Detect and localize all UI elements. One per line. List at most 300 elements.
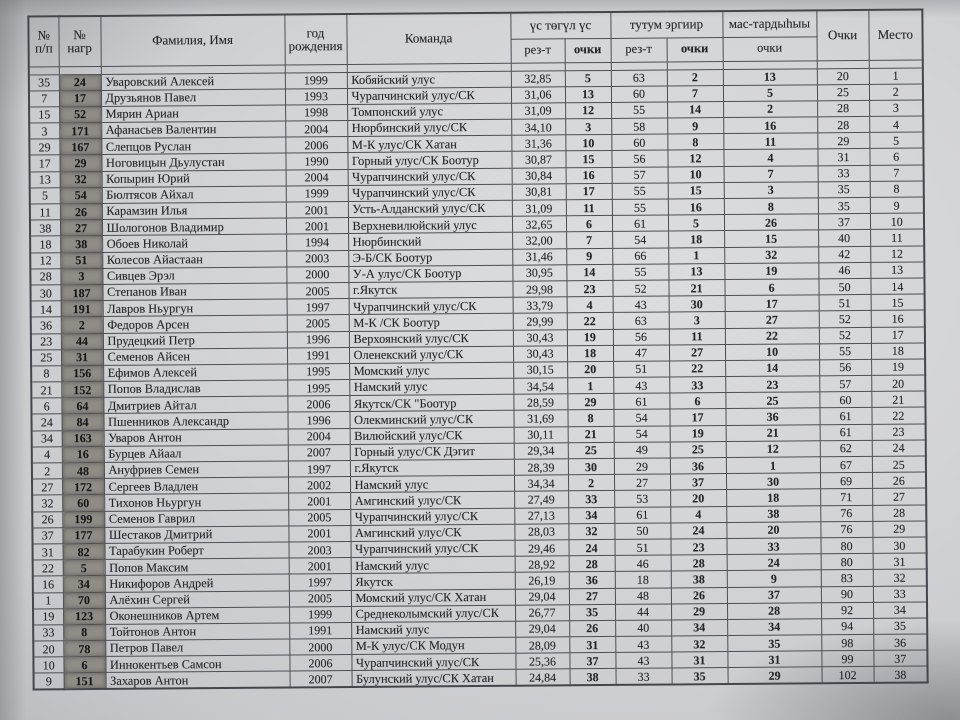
cell-rez2: 66 bbox=[612, 248, 668, 265]
cell-ochki1: 4 bbox=[567, 297, 613, 314]
cell-nagr: 31 bbox=[61, 349, 103, 366]
cell-mas-ochki: 20 bbox=[726, 522, 820, 539]
cell-rez1: 30,43 bbox=[513, 345, 567, 362]
cell-total: 99 bbox=[821, 651, 873, 668]
cell-total: 76 bbox=[820, 521, 872, 538]
cell-ochki1: 38 bbox=[570, 669, 616, 686]
cell-ochki2: 36 bbox=[670, 458, 726, 475]
cell-pp: 3 bbox=[29, 123, 59, 139]
cell-rez2: 52 bbox=[612, 280, 668, 297]
cell-team: Чурапчинский улус/СК bbox=[351, 540, 515, 557]
cell-pp: 29 bbox=[29, 139, 59, 155]
cell-ochki2: 3 bbox=[669, 312, 725, 329]
cell-name: Ефимов Алексей bbox=[103, 364, 287, 382]
cell-rez1: 34,10 bbox=[511, 119, 565, 136]
cell-year: 2006 bbox=[285, 137, 347, 154]
cell-place: 2 bbox=[869, 84, 923, 101]
cell-mas-ochki: 3 bbox=[724, 182, 818, 199]
cell-name: Обоев Николай bbox=[102, 234, 286, 252]
cell-year: 1999 bbox=[285, 72, 347, 89]
cell-rez2: 58 bbox=[611, 118, 667, 135]
cell-mas-ochki: 17 bbox=[725, 295, 819, 312]
header-birth-year: год рождения bbox=[284, 14, 346, 64]
cell-name: Петров Павел bbox=[105, 639, 289, 657]
cell-pp: 18 bbox=[30, 236, 60, 252]
cell-rez2: 51 bbox=[615, 539, 671, 556]
cell-name: Захаров Антон bbox=[106, 671, 290, 689]
cell-team: Намский улус bbox=[349, 378, 513, 395]
cell-ochki1: 36 bbox=[569, 572, 615, 589]
cell-pp: 1 bbox=[33, 592, 63, 608]
cell-year: 2007 bbox=[290, 671, 352, 688]
cell-pp: 16 bbox=[33, 576, 63, 592]
cell-ochki1: 30 bbox=[568, 458, 614, 475]
cell-pp: 13 bbox=[30, 171, 60, 187]
cell-mas-ochki: 19 bbox=[724, 263, 818, 280]
cell-rez1: 31,69 bbox=[513, 410, 567, 427]
cell-nagr: 82 bbox=[63, 543, 105, 560]
cell-name: Тарабукин Роберт bbox=[105, 542, 289, 560]
cell-place: 9 bbox=[870, 197, 924, 214]
cell-rez2: 51 bbox=[613, 361, 669, 378]
cell-pp: 22 bbox=[33, 560, 63, 576]
cell-team: Чурапчинский улус/СК bbox=[347, 87, 511, 104]
cell-place: 34 bbox=[873, 602, 927, 619]
cell-ochki2: 15 bbox=[668, 182, 724, 199]
cell-place: 14 bbox=[870, 278, 924, 295]
cell-name: Дмитриев Айтал bbox=[103, 396, 287, 414]
cell-total: 40 bbox=[818, 230, 870, 247]
cell-rez2: 60 bbox=[611, 134, 667, 151]
cell-nagr: 191 bbox=[61, 301, 103, 318]
cell-pp: 28 bbox=[30, 269, 60, 285]
cell-year: 2005 bbox=[288, 509, 350, 526]
cell-mas-ochki: 21 bbox=[726, 424, 820, 441]
cell-nagr: 6 bbox=[63, 657, 105, 674]
cell-nagr: 2 bbox=[61, 317, 103, 334]
cell-ochki1: 2 bbox=[568, 475, 614, 492]
cell-ochki2: 33 bbox=[669, 377, 725, 394]
cell-ochki2: 32 bbox=[671, 636, 727, 653]
cell-year: 2001 bbox=[286, 202, 348, 219]
cell-mas-ochki: 14 bbox=[725, 360, 819, 377]
cell-pp: 4 bbox=[32, 447, 62, 463]
cell-rez1: 31,46 bbox=[512, 248, 566, 265]
cell-total: 28 bbox=[817, 116, 869, 133]
cell-ochki1: 33 bbox=[568, 491, 614, 508]
results-tbody bbox=[29, 59, 928, 689]
cell-name: Бюлтясов Айхал bbox=[102, 186, 286, 204]
cell-rez2: 54 bbox=[612, 231, 668, 248]
cell-nagr: 24 bbox=[59, 74, 101, 91]
cell-ochki2: 25 bbox=[670, 441, 726, 458]
cell-rez1: 30,87 bbox=[511, 151, 565, 168]
cell-year: 1999 bbox=[289, 606, 351, 623]
cell-team: г.Якутск bbox=[348, 281, 512, 298]
cell-pp: 10 bbox=[33, 657, 63, 673]
cell-mas-ochki: 32 bbox=[724, 246, 818, 263]
cell-team: Намский улус bbox=[351, 621, 515, 638]
cell-ochki2: 19 bbox=[670, 425, 726, 442]
cell-team: Томпонский улус bbox=[347, 103, 511, 120]
header-points: Очки bbox=[816, 10, 868, 60]
cell-rez2: 43 bbox=[613, 296, 669, 313]
cell-team: г.Якутск bbox=[350, 459, 514, 476]
cell-mas-ochki: 12 bbox=[726, 441, 820, 458]
cell-team: Чурапчинский улус/СК bbox=[351, 653, 515, 670]
cell-nagr: 70 bbox=[63, 592, 105, 609]
cell-rez2: 49 bbox=[614, 442, 670, 459]
cell-ochki2: 20 bbox=[670, 490, 726, 507]
cell-place: 10 bbox=[870, 213, 924, 230]
cell-mas-ochki: 30 bbox=[726, 473, 820, 490]
cell-name: Бурцев Айаал bbox=[104, 445, 288, 463]
cell-mas-ochki: 24 bbox=[727, 554, 821, 571]
cell-rez1: 32,65 bbox=[512, 216, 566, 233]
cell-ochki1: 23 bbox=[566, 280, 612, 297]
cell-place: 38 bbox=[874, 666, 928, 683]
cell-name: Колесов Айастаан bbox=[102, 251, 286, 269]
cell-team: Вилюйский улус/СК bbox=[350, 427, 514, 444]
cell-ochki2: 2 bbox=[667, 69, 723, 86]
subheader-ochki-2: очки bbox=[667, 37, 723, 61]
cell-rez1: 28,03 bbox=[514, 524, 568, 541]
cell-pp: 37 bbox=[32, 528, 62, 544]
cell-nagr: 171 bbox=[59, 123, 101, 140]
cell-ochki2: 28 bbox=[671, 555, 727, 572]
cell-year: 2001 bbox=[288, 525, 350, 542]
cell-name: Тойтонов Антон bbox=[105, 623, 289, 641]
cell-pp: 38 bbox=[30, 220, 60, 236]
cell-ochki1: 24 bbox=[568, 539, 614, 556]
cell-pp: 20 bbox=[33, 641, 63, 657]
cell-total: 80 bbox=[821, 537, 873, 554]
cell-place: 18 bbox=[871, 343, 925, 360]
cell-nagr: 187 bbox=[60, 284, 102, 301]
cell-year: 1993 bbox=[285, 88, 347, 105]
cell-rez2: 56 bbox=[611, 150, 667, 167]
cell-ochki2: 5 bbox=[668, 215, 724, 232]
cell-team: У-А улус/СК Боотур bbox=[348, 265, 512, 282]
cell-year: 2007 bbox=[288, 444, 350, 461]
cell-pp: 30 bbox=[30, 285, 60, 301]
cell-total: 69 bbox=[820, 473, 872, 490]
cell-mas-ochki: 23 bbox=[725, 376, 819, 393]
header-no-nagr: № нагр bbox=[58, 16, 100, 66]
cell-ochki1: 17 bbox=[566, 183, 612, 200]
cell-total: 71 bbox=[820, 489, 872, 506]
cell-nagr: 16 bbox=[62, 446, 104, 463]
cell-ochki1: 21 bbox=[568, 426, 614, 443]
cell-ochki1: 18 bbox=[567, 345, 613, 362]
cell-rez2: 55 bbox=[611, 102, 667, 119]
cell-pp: 25 bbox=[31, 349, 61, 365]
cell-team: Э-Б/СК Боотур bbox=[348, 249, 512, 266]
cell-rez1: 34,34 bbox=[514, 475, 568, 492]
cell-total: 33 bbox=[818, 165, 870, 182]
cell-nagr: 48 bbox=[62, 462, 104, 479]
cell-rez2: 61 bbox=[613, 393, 669, 410]
cell-year: 2000 bbox=[289, 639, 351, 656]
cell-year: 2004 bbox=[288, 428, 350, 445]
cell-nagr: 3 bbox=[60, 268, 102, 285]
cell-nagr: 152 bbox=[61, 382, 103, 399]
cell-name: Уваров Антон bbox=[104, 429, 288, 447]
cell-ochki2: 22 bbox=[669, 360, 725, 377]
cell-ochki2: 17 bbox=[669, 409, 725, 426]
subheader-ochki-mas: очки bbox=[723, 36, 817, 61]
cell-total: 35 bbox=[818, 197, 870, 214]
cell-place: 21 bbox=[871, 391, 925, 408]
cell-rez1: 30,15 bbox=[513, 362, 567, 379]
cell-nagr: 199 bbox=[62, 511, 104, 528]
cell-place: 28 bbox=[872, 505, 926, 522]
cell-pp: 6 bbox=[31, 398, 61, 414]
cell-total: 83 bbox=[821, 570, 873, 587]
cell-rez2: 56 bbox=[613, 329, 669, 346]
cell-team: Якутск bbox=[351, 573, 515, 590]
cell-place: 32 bbox=[873, 569, 927, 586]
cell-year: 2001 bbox=[289, 558, 351, 575]
cell-name: Степанов Иван bbox=[102, 283, 286, 301]
cell-rez1: 31,36 bbox=[511, 135, 565, 152]
cell-mas-ochki: 36 bbox=[725, 408, 819, 425]
cell-pp: 34 bbox=[32, 430, 62, 446]
cell-name: Иннокентьев Самсон bbox=[105, 655, 289, 673]
cell-team: Чурапчинский улус/СК bbox=[348, 184, 512, 201]
cell-team: Якутск/СК "Боотур bbox=[349, 394, 513, 411]
cell-name: Оконешников Артем bbox=[105, 607, 289, 625]
cell-team: Булунский улус/СК Хатан bbox=[352, 670, 516, 687]
cell-team: М-К улус/СК Модун bbox=[351, 637, 515, 654]
cell-place: 5 bbox=[869, 132, 923, 149]
cell-rez2: 29 bbox=[614, 458, 670, 475]
cell-ochki1: 13 bbox=[565, 86, 611, 103]
cell-name: Сергеев Владлен bbox=[104, 477, 288, 495]
cell-team: Момский улус/СК Хатан bbox=[351, 589, 515, 606]
cell-place: 31 bbox=[873, 553, 927, 570]
cell-team: Чурапчинский улус/СК bbox=[349, 297, 513, 314]
header-team: Команда bbox=[346, 13, 510, 64]
cell-name: Копырин Юрий bbox=[102, 170, 286, 188]
cell-name: Семенов Гаврил bbox=[104, 510, 288, 528]
cell-name: Шологонов Владимир bbox=[102, 218, 286, 236]
cell-mas-ochki: 16 bbox=[723, 117, 817, 134]
cell-mas-ochki: 27 bbox=[725, 311, 819, 328]
cell-mas-ochki: 1 bbox=[726, 457, 820, 474]
cell-ochki2: 38 bbox=[671, 571, 727, 588]
cell-place: 25 bbox=[872, 456, 926, 473]
cell-year: 2006 bbox=[289, 655, 351, 672]
cell-rez1: 28,39 bbox=[514, 459, 568, 476]
cell-year: 2001 bbox=[286, 218, 348, 235]
cell-nagr: 163 bbox=[62, 430, 104, 447]
cell-rez1: 30,84 bbox=[512, 167, 566, 184]
cell-ochki1: 31 bbox=[569, 636, 615, 653]
cell-total: 61 bbox=[820, 424, 872, 441]
cell-ochki1: 34 bbox=[568, 507, 614, 524]
cell-place: 7 bbox=[870, 165, 924, 182]
cell-ochki1: 5 bbox=[565, 70, 611, 87]
cell-year: 1990 bbox=[285, 153, 347, 170]
cell-total: 67 bbox=[820, 456, 872, 473]
cell-rez2: 27 bbox=[614, 474, 670, 491]
cell-year: 2005 bbox=[287, 315, 349, 332]
cell-ochki2: 13 bbox=[668, 263, 724, 280]
cell-pp: 14 bbox=[31, 301, 61, 317]
cell-ochki2: 37 bbox=[670, 474, 726, 491]
cell-place: 23 bbox=[872, 424, 926, 441]
cell-team: Амгинский улус/СК bbox=[350, 524, 514, 541]
cell-pp: 24 bbox=[31, 414, 61, 430]
cell-name: Шестаков Дмитрий bbox=[104, 526, 288, 544]
cell-year: 2005 bbox=[286, 282, 348, 299]
cell-rez2: 61 bbox=[612, 215, 668, 232]
cell-rez1: 29,46 bbox=[514, 540, 568, 557]
cell-total: 20 bbox=[817, 68, 869, 85]
cell-team: Оленекский улус/СК bbox=[349, 346, 513, 363]
table-header bbox=[28, 9, 922, 66]
cell-nagr: 32 bbox=[60, 171, 102, 188]
cell-name: Пшенников Александр bbox=[103, 412, 287, 430]
cell-team: Горный улус/СК Дэгит bbox=[350, 443, 514, 460]
subheader-ochki-1: очки bbox=[565, 38, 611, 62]
cell-nagr: 26 bbox=[60, 203, 102, 220]
cell-team: Верхневилюйский улус bbox=[348, 216, 512, 233]
cell-pp: 32 bbox=[32, 495, 62, 511]
cell-rez1: 31,09 bbox=[511, 103, 565, 120]
cell-ochki1: 8 bbox=[567, 410, 613, 427]
cell-rez2: 60 bbox=[611, 86, 667, 103]
cell-mas-ochki: 5 bbox=[723, 85, 817, 102]
cell-rez2: 63 bbox=[611, 70, 667, 87]
header-group-mas-tardyhyy: мас-тардыһыы bbox=[722, 10, 816, 37]
cell-place: 11 bbox=[870, 229, 924, 246]
cell-mas-ochki: 31 bbox=[727, 651, 821, 668]
cell-pp: 21 bbox=[31, 382, 61, 398]
cell-total: 57 bbox=[819, 375, 871, 392]
cell-rez1: 29,98 bbox=[512, 281, 566, 298]
cell-rez2: 63 bbox=[613, 312, 669, 329]
cell-nagr: 156 bbox=[61, 365, 103, 382]
cell-year: 2004 bbox=[286, 169, 348, 186]
cell-name: Никифоров Андрей bbox=[105, 574, 289, 592]
cell-nagr: 38 bbox=[60, 236, 102, 253]
cell-place: 16 bbox=[871, 310, 925, 327]
cell-ochki1: 1 bbox=[567, 378, 613, 395]
cell-ochki1: 3 bbox=[565, 119, 611, 136]
cell-name: Тихонов Ньургун bbox=[104, 493, 288, 511]
cell-ochki1: 14 bbox=[566, 264, 612, 281]
cell-place: 1 bbox=[869, 67, 923, 84]
cell-ochki1: 15 bbox=[565, 151, 611, 168]
cell-team: Олекминский улус/СК bbox=[349, 411, 513, 428]
cell-place: 26 bbox=[872, 472, 926, 489]
cell-rez2: 57 bbox=[612, 167, 668, 184]
cell-place: 35 bbox=[873, 618, 927, 635]
cell-total: 61 bbox=[819, 408, 871, 425]
cell-rez1: 24,84 bbox=[516, 669, 570, 686]
cell-name: Ноговицын Дьулустан bbox=[101, 153, 285, 171]
cell-nagr: 60 bbox=[62, 495, 104, 512]
cell-ochki1: 9 bbox=[566, 248, 612, 265]
cell-ochki1: 22 bbox=[567, 313, 613, 330]
cell-team: Намский улус bbox=[350, 475, 514, 492]
cell-rez2: 54 bbox=[613, 409, 669, 426]
cell-place: 33 bbox=[873, 585, 927, 602]
cell-pp: 33 bbox=[33, 625, 63, 641]
cell-name: Карамзин Илья bbox=[102, 202, 286, 220]
cell-place: 20 bbox=[871, 375, 925, 392]
cell-rez1: 27,49 bbox=[514, 491, 568, 508]
cell-ochki2: 1 bbox=[668, 247, 724, 264]
cell-ochki1: 10 bbox=[565, 135, 611, 152]
cell-rez1: 25,36 bbox=[515, 653, 569, 670]
cell-place: 27 bbox=[872, 488, 926, 505]
cell-pp: 31 bbox=[33, 544, 63, 560]
cell-ochki2: 29 bbox=[671, 603, 727, 620]
cell-name: Ануфриев Семен bbox=[104, 461, 288, 479]
cell-pp: 17 bbox=[29, 155, 59, 171]
cell-total: 52 bbox=[819, 311, 871, 328]
cell-rez2: 18 bbox=[615, 571, 671, 588]
cell-ochki1: 11 bbox=[566, 199, 612, 216]
cell-ochki2: 6 bbox=[669, 393, 725, 410]
cell-rez2: 43 bbox=[613, 377, 669, 394]
cell-ochki2: 24 bbox=[670, 522, 726, 539]
cell-nagr: 54 bbox=[60, 187, 102, 204]
cell-total: 90 bbox=[821, 586, 873, 603]
cell-ochki1: 7 bbox=[566, 232, 612, 249]
cell-total: 80 bbox=[821, 554, 873, 571]
cell-nagr: 167 bbox=[59, 139, 101, 156]
cell-rez2: 55 bbox=[612, 264, 668, 281]
cell-mas-ochki: 25 bbox=[725, 392, 819, 409]
cell-mas-ochki: 13 bbox=[723, 68, 817, 85]
cell-year: 2002 bbox=[288, 477, 350, 494]
cell-team: Нюрбинский улус/СК bbox=[347, 119, 511, 136]
cell-ochki2: 27 bbox=[669, 344, 725, 361]
header-name: Фамилия, Имя bbox=[100, 15, 284, 66]
cell-name: Прудецкий Петр bbox=[103, 332, 287, 350]
cell-ochki2: 16 bbox=[668, 199, 724, 216]
cell-mas-ochki: 34 bbox=[727, 619, 821, 636]
cell-rez1: 29,34 bbox=[514, 443, 568, 460]
cell-team: Кобяйский улус bbox=[347, 71, 511, 88]
cell-nagr: 5 bbox=[63, 560, 105, 577]
cell-name: Афанасьев Валентин bbox=[101, 121, 285, 139]
cell-nagr: 177 bbox=[62, 527, 104, 544]
cell-total: 50 bbox=[818, 278, 870, 295]
cell-ochki2: 31 bbox=[671, 652, 727, 669]
cell-nagr: 29 bbox=[59, 155, 101, 172]
results-table-wrap bbox=[27, 8, 928, 690]
subheader-rezt-1: рез-т bbox=[511, 38, 565, 62]
cell-rez2: 43 bbox=[615, 652, 671, 669]
cell-pp: 9 bbox=[34, 673, 64, 689]
cell-place: 6 bbox=[869, 148, 923, 165]
cell-total: 98 bbox=[821, 634, 873, 651]
cell-mas-ochki: 15 bbox=[724, 230, 818, 247]
cell-ochki1: 32 bbox=[568, 523, 614, 540]
cell-total: 37 bbox=[818, 214, 870, 231]
cell-pp: 5 bbox=[30, 188, 60, 204]
cell-rez1: 30,81 bbox=[512, 184, 566, 201]
cell-mas-ochki: 35 bbox=[727, 635, 821, 652]
cell-total: 51 bbox=[819, 295, 871, 312]
cell-total: 46 bbox=[818, 262, 870, 279]
cell-total: 76 bbox=[820, 505, 872, 522]
